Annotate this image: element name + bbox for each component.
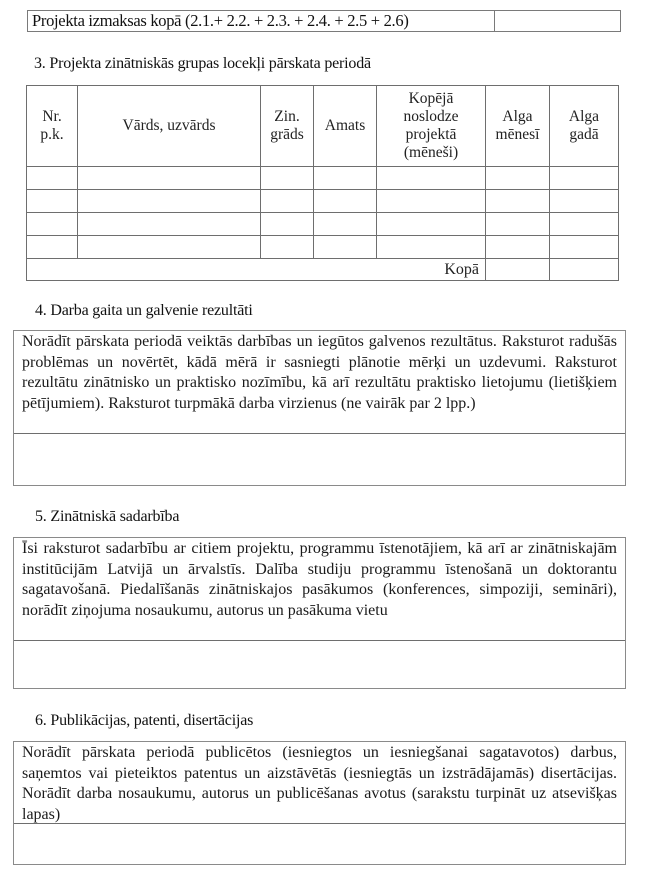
table-header-row xyxy=(27,86,619,167)
project-total-cost-row xyxy=(27,10,621,32)
cell-position[interactable] xyxy=(314,167,377,190)
cell-degree[interactable] xyxy=(261,167,314,190)
header-position: Amats xyxy=(314,86,377,167)
project-total-cost-field[interactable] xyxy=(495,11,620,31)
section-5-title: 5. Zinātniskā sadarbība xyxy=(35,508,180,525)
cell-nr[interactable] xyxy=(27,236,78,259)
table-row xyxy=(27,190,619,213)
header-salary-month: Alga mēnesī xyxy=(486,86,550,167)
cell-salary-year[interactable] xyxy=(550,213,619,236)
cell-salary-month[interactable] xyxy=(486,236,550,259)
total-salary-month[interactable] xyxy=(486,259,550,281)
cell-name[interactable] xyxy=(78,213,261,236)
header-salary-year: Alga gadā xyxy=(550,86,619,167)
cell-nr[interactable] xyxy=(27,213,78,236)
section-3-title: 3. Projekta zinātniskās grupas locekļi pārskata periodā xyxy=(34,55,371,72)
cell-workload[interactable] xyxy=(377,190,486,213)
cell-degree[interactable] xyxy=(261,190,314,213)
header-degree: Zin. grāds xyxy=(261,86,314,167)
table-row xyxy=(27,236,619,259)
section-6-answer-field[interactable] xyxy=(14,824,625,864)
header-name: Vārds, uzvārds xyxy=(78,86,261,167)
cell-salary-month[interactable] xyxy=(486,213,550,236)
section-4-instruction: Norādīt pārskata periodā veiktās darbības un iegūtos galvenos rezultātus. Raksturot radušās problēmas un novērtēt, kādā mērā ir sasniegti plānotie mērķi un uzdevumi. Raksturot rezultātu zinātnisko un praktisko nozīmību, kā arī rezultātu praktisko lietojumu (lietišķiem pētījumiem). Raksturot turpmākā darba virzienus (ne vairāk par 2 lpp.) xyxy=(14,331,625,434)
cell-position[interactable] xyxy=(314,236,377,259)
cell-nr[interactable] xyxy=(27,167,78,190)
section-6-box xyxy=(13,741,626,865)
cell-name[interactable] xyxy=(78,167,261,190)
total-label: Kopā xyxy=(27,259,486,281)
header-nr: Nr. p.k. xyxy=(27,86,78,167)
cell-degree[interactable] xyxy=(261,213,314,236)
cell-name[interactable] xyxy=(78,236,261,259)
cell-position[interactable] xyxy=(314,190,377,213)
header-workload: Kopējā noslodze projektā (mēneši) xyxy=(377,86,486,167)
section-4-box xyxy=(13,330,626,486)
section-5-instruction: Īsi raksturot sadarbību ar citiem projektu, programmu īstenotājiem, kā arī ar zinātniskajām institūcijām Latvijā un ārvalstīs. Dalība studiju programmu īstenošanā un doktorantu sagatavošanā. Piedalīšanās zinātniskajos pasākumos (konferences, simpoziji, semināri), norādīt ziņojuma nosaukumu, autorus un pasākuma vietu xyxy=(14,538,625,641)
table-row xyxy=(27,213,619,236)
cell-workload[interactable] xyxy=(377,167,486,190)
section-4-answer-field[interactable] xyxy=(14,434,625,485)
cell-workload[interactable] xyxy=(377,213,486,236)
research-group-members-table xyxy=(26,85,619,281)
section-5-answer-field[interactable] xyxy=(14,641,625,688)
cell-salary-year[interactable] xyxy=(550,190,619,213)
table-row xyxy=(27,167,619,190)
project-total-cost-label: Projekta izmaksas kopā (2.1.+ 2.2. + 2.3. + 2.4. + 2.5 + 2.6) xyxy=(28,11,495,31)
cell-name[interactable] xyxy=(78,190,261,213)
table-total-row xyxy=(27,259,619,281)
cell-salary-month[interactable] xyxy=(486,167,550,190)
cell-degree[interactable] xyxy=(261,236,314,259)
cell-workload[interactable] xyxy=(377,236,486,259)
cell-salary-year[interactable] xyxy=(550,236,619,259)
cell-salary-month[interactable] xyxy=(486,190,550,213)
cell-position[interactable] xyxy=(314,213,377,236)
cell-nr[interactable] xyxy=(27,190,78,213)
section-4-title: 4. Darba gaita un galvenie rezultāti xyxy=(35,302,253,319)
total-salary-year[interactable] xyxy=(550,259,619,281)
section-6-instruction: Norādīt pārskata periodā publicētos (iesniegtos un iesniegšanai sagatavotos) darbus, saņemtos vai pieteiktos patentus un aizstāvētās (iesniegtās un izstrādājamās) disertācijas. Norādīt darba nosaukumu, autorus un publicēšanas avotus (sarakstu turpināt uz atsevišķas lapas) xyxy=(14,742,625,824)
section-5-box xyxy=(13,537,626,689)
section-6-title: 6. Publikācijas, patenti, disertācijas xyxy=(35,712,254,729)
cell-salary-year[interactable] xyxy=(550,167,619,190)
